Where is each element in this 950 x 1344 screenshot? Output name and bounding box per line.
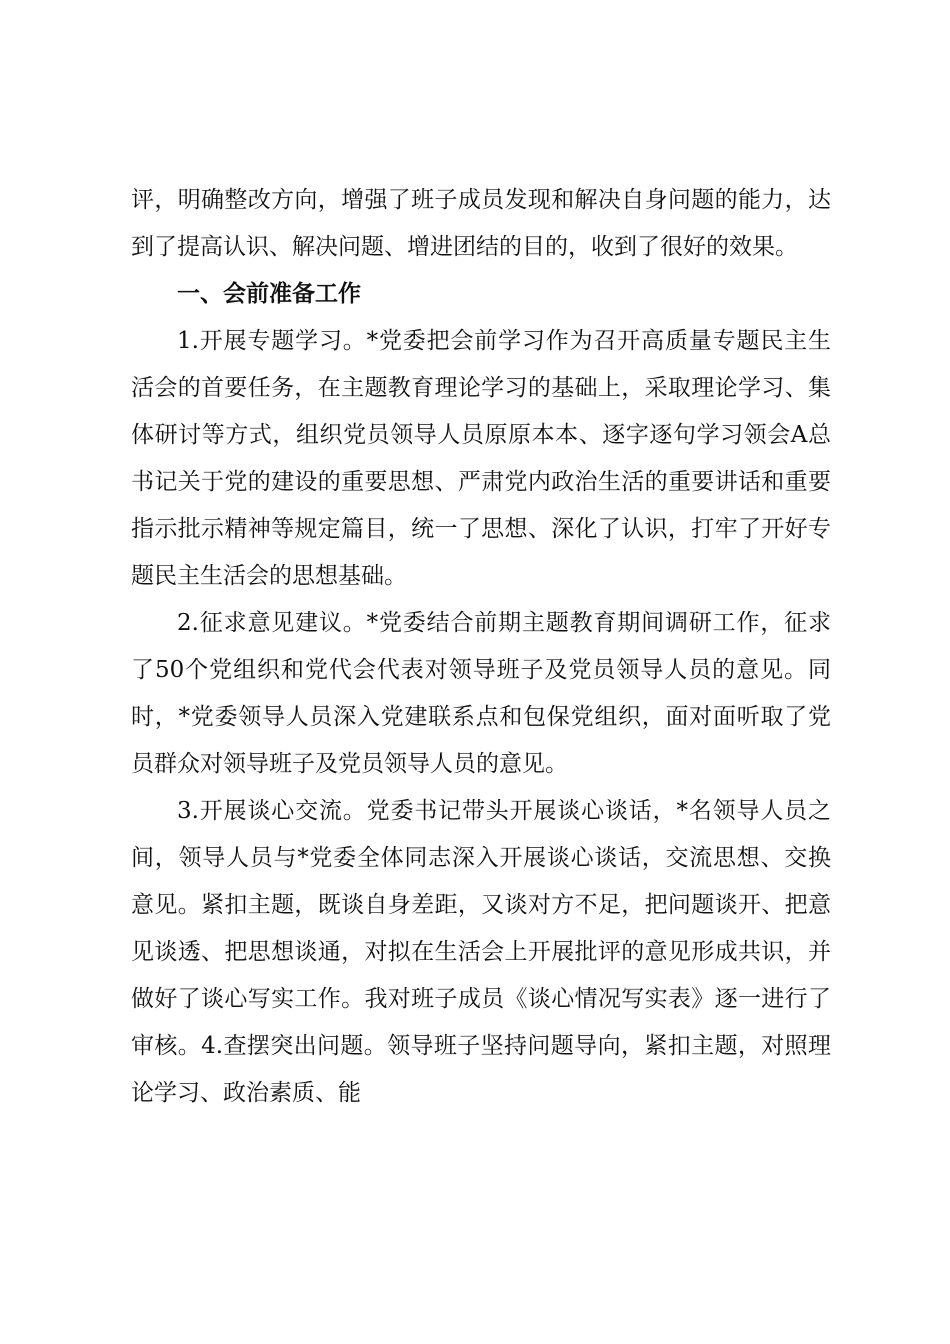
section-heading: 一、会前准备工作: [177, 281, 361, 307]
document-body: [131, 177, 831, 1117]
paragraph-heart-talk: 3.开展谈心交流。党委书记带头开展谈心谈话，*名领导人员之间，领导人员与*党委全体同志深入开展谈心谈话，交流思想、交换意见。紧扣主题，既谈自身差距，又谈对方不足，把问题谈开、把意见谈透、把思想谈通，对拟在生活会上开展批评的意见形成共识，并做好了谈心写实工作。我对班子成员《谈心情况写实表》逐一进行了审核。4.查摆突出问题。领导班子坚持问题导向，紧扣主题，对照理论学习、政治素质、能: [131, 798, 831, 1106]
paragraph-opinions: 2.征求意见建议。*党委结合前期主题教育期间调研工作，征求了50个党组织和党代会代表对领导班子及党员领导人员的意见。同时，*党委领导人员深入党建联系点和包保党组织，面对面听取了党员群众对领导班子及党员领导人员的意见。: [131, 610, 831, 777]
paragraph-study: 1.开展专题学习。*党委把会前学习作为召开高质量专题民主生活会的首要任务，在主题教育理论学习的基础上，采取理论学习、集体研讨等方式，组织党员领导人员原原本本、逐字逐句学习领会A总书记关于党的建设的重要思想、严肃党内政治生活的重要讲话和重要指示批示精神等规定篇目，统一了思想、深化了认识，打牢了开好专题民主生活会的思想基础。: [131, 328, 831, 589]
paragraph-continuation: 评，明确整改方向，增强了班子成员发现和解决自身问题的能力，达到了提高认识、解决问题、增进团结的目的，收到了很好的效果。: [131, 187, 831, 260]
